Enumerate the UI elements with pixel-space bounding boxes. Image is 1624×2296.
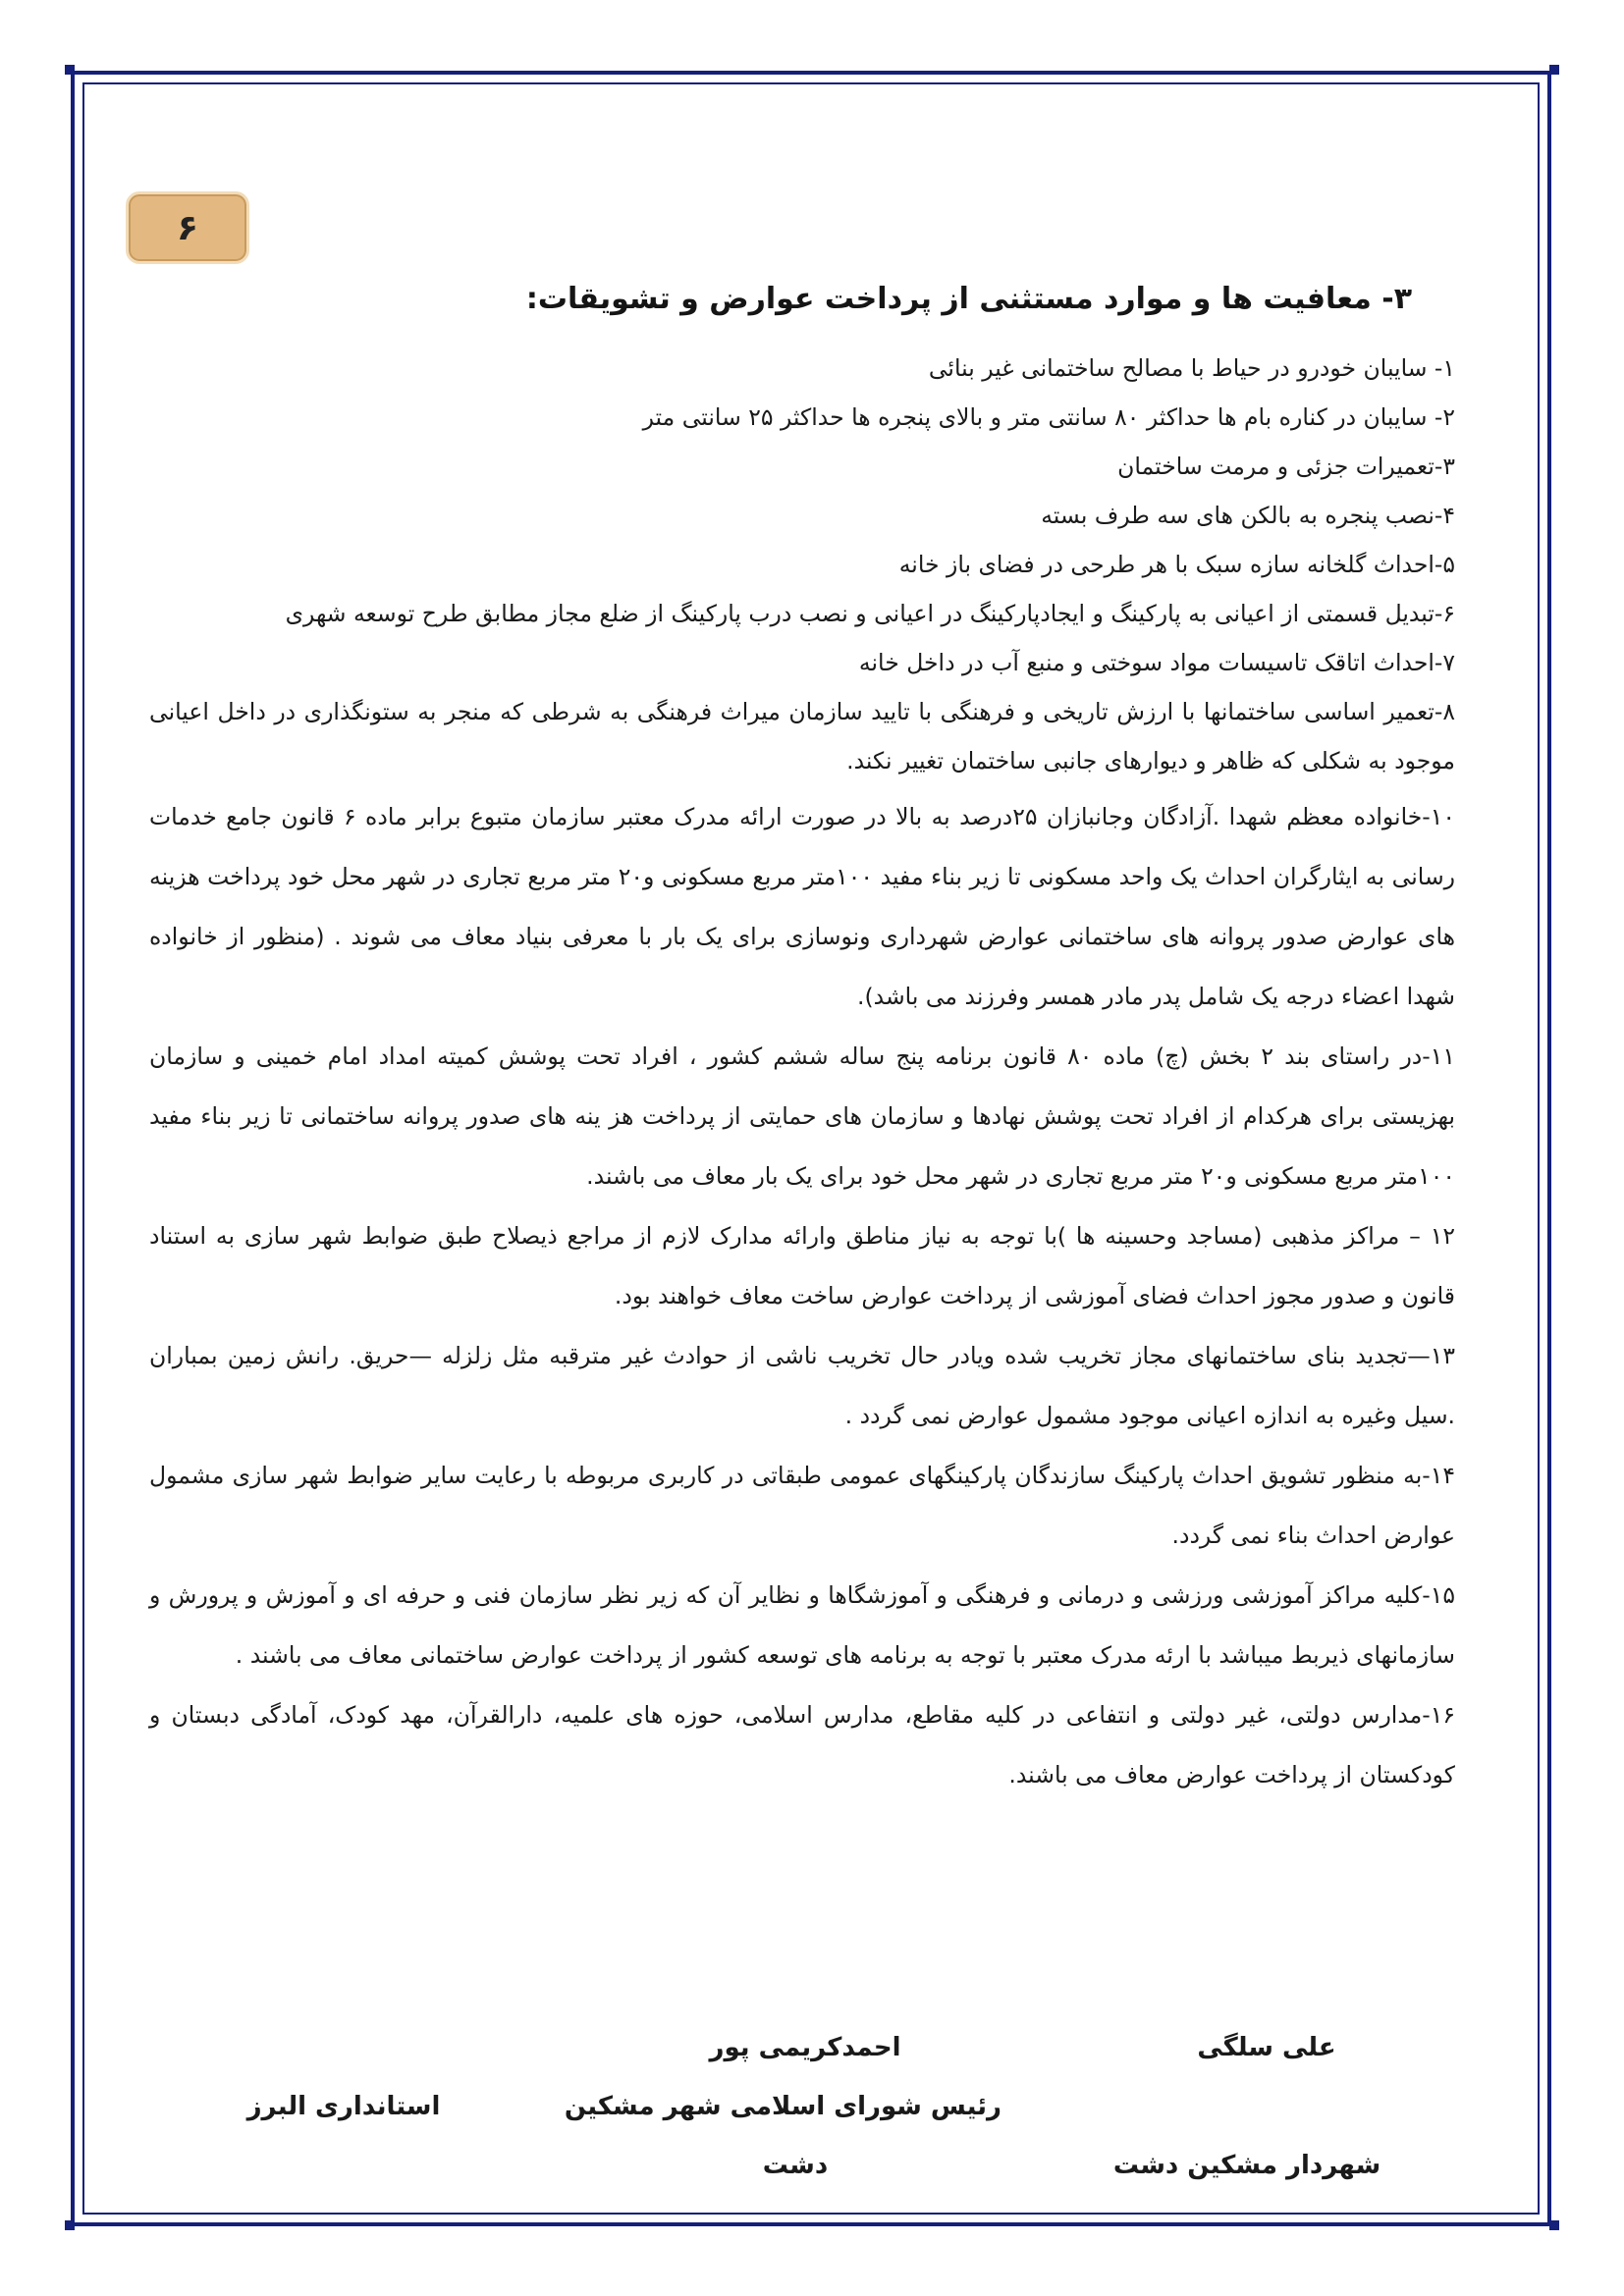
frame-corner-top-right (1549, 65, 1559, 75)
list-item: ۶-تبدیل قسمتی از اعیانی به پارکینگ و ایجادپارکینگ در اعیانی و نصب درب پارکینگ از ضلع مجاز مطابق طرح توسعه شهری (285, 600, 1455, 627)
mayor-name: علی سلگی (1197, 2033, 1336, 2062)
council-head-title-cont: دشت (762, 2151, 829, 2180)
signature-block (0, 2002, 1624, 2199)
frame-corner-bottom-left (65, 2220, 75, 2230)
list-item: ۱۱-در راستای بند ۲ بخش (چ) ماده ۸۰ قانون برنامه پنج ساله ششم کشور ، افراد تحت پوشش کمیته امداد امام خمینی و سازمان بهزیستی برای هرکدام از افراد تحت پوشش نهادها و سازمان های حمایتی از پرداخت هز ینه های صدور پروانه ساختمانی تا زیر بناء مفید ۱۰۰متر مربع مسکونی و۲۰ متر مربع تجاری در شهر محل خود برای یک بار معاف می باشند. (149, 1042, 1456, 1190)
list-item: ۱۳—تجدید بنای ساختمانهای مجاز تخریب شده ویادر حال تخریب ناشی از حوادث غیر مترقبه مثل زلزله —حریق. رانش زمین بمباران .سیل وغیره به اندازه اعیانی موجود مشمول عوارض نمی گردد . (149, 1342, 1455, 1429)
list-item: ۵-احداث گلخانه سازه سبک با هر طرحی در فضای باز خانه (898, 551, 1455, 578)
frame-corner-top-left (65, 65, 75, 75)
list-item: ۲- سایبان در کناره بام ها حداکثر ۸۰ سانتی متر و بالای پنجره ها حداکثر ۲۵ سانتی متر (642, 403, 1455, 431)
list-item: ۱۲ – مراکز مذهبی (مساجد وحسینه ها )با توجه به نیاز مناطق وارائه مدارک لازم از مراجع ذیصلاح طبق ضوابط شهر سازی به استناد قانون و صدور مجوز احداث فضای آموزشی از پرداخت عوارض ساخت معاف خواهند بود. (149, 1222, 1455, 1309)
list-item: ۱- سایبان خودرو در حیاط با مصالح ساختمانی غیر بنائی (928, 354, 1455, 382)
list-item: ۱۴-به منظور تشویق احداث پارکینگ سازندگان پارکینگهای عمومی طبقاتی در کاربری مربوطه با رعایت سایر ضوابط شهر سازی مشمول عوارض احداث بناء نمی گردد. (149, 1462, 1455, 1549)
page-number-badge: ۶ (126, 191, 249, 264)
mayor-title: شهردار مشکین دشت (1112, 2151, 1381, 2180)
section-heading: ۳- معافیت ها و موارد مستثنی از پرداخت عوارض و تشویقات: (525, 282, 1412, 316)
council-head-name: احمدکریمی پور (709, 2033, 901, 2062)
exemption-list-part-1 (149, 344, 1455, 785)
council-head-title: رئیس شورای اسلامی شهر مشکین (564, 2092, 1001, 2121)
list-item: ۳-تعمیرات جزئی و مرمت ساختمان (1117, 453, 1455, 480)
list-item: ۸-تعمیر اساسی ساختمانها با ارزش تاریخی و فرهنگی با تایید سازمان میراث فرهنگی به شرطی که منجر به ستونگذاری در داخل اعیانی موجود به شکلی که ظاهر و دیوارهای جانبی ساختمان تغییر نکند. (149, 698, 1455, 774)
governorate: استانداری البرز (246, 2092, 441, 2121)
frame-corner-bottom-right (1549, 2220, 1559, 2230)
list-item: ۱۵-کلیه مراکز آموزشی ورزشی و درمانی و فرهنگی و آموزشگاها و نظایر آن که زیر نظر سازمان فنی و حرفه ای و آموزش و پرورش و سازمانهای ذیربط میباشد با ارئه مدرک معتبر با توجه به برنامه های توسعه کشور از پرداخت عوارض ساختمانی معاف می باشند . (149, 1581, 1455, 1669)
list-item: ۷-احداث اتاقک تاسیسات مواد سوختی و منبع آب در داخل خانه (858, 649, 1455, 676)
list-item: ۴-نصب پنجره به بالکن های سه طرف بسته (1041, 502, 1455, 529)
list-item: ۱۰-خانواده معظم شهدا .آزادگان وجانبازان ۲۵درصد به بالا در صورت ارائه مدرک معتبر سازمان متبوع برابر ماده ۶ قانون جامع خدمات رسانی به ایثارگران احداث یک واحد مسکونی تا زیر بناء مفید ۱۰۰متر مربع مسکونی و۲۰ متر مربع تجاری در شهر محل خود پرداخت هزینه های عوارض صدور پروانه های ساختمانی عوارض شهرداری ونوسازی برای یک بار با معرفی بنیاد معاف می شوند . (منظور از خانواده شهدا اعضاء درجه یک شامل پدر مادر همسر وفرزند می باشد). (149, 803, 1455, 1010)
exemption-list-part-2 (149, 787, 1455, 1805)
list-item: ۱۶-مدارس دولتی، غیر دولتی و انتفاعی در کلیه مقاطع، مدارس اسلامی، حوزه های علمیه، دارالقرآن، مهد کودک، آمادگی دبستان و کودکستان از پرداخت عوارض معاف می باشند. (149, 1701, 1455, 1789)
